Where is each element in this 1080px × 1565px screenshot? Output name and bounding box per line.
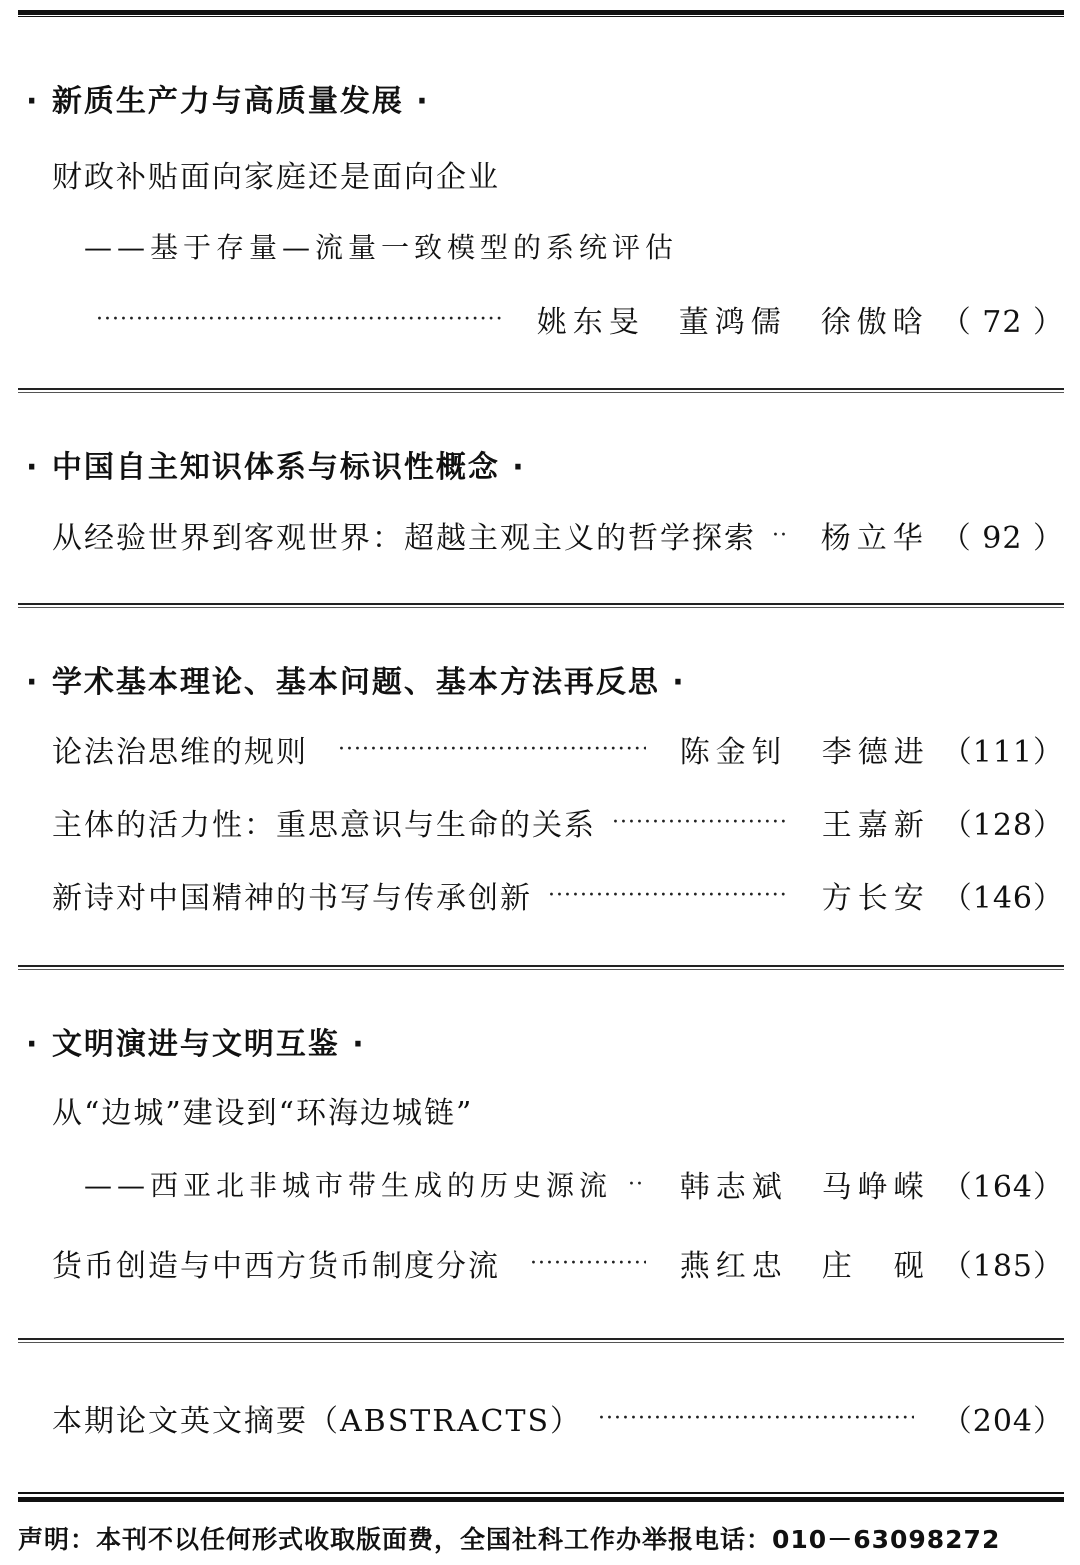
article-title: 货币创造与中西方货币制度分流 — [52, 1249, 500, 1284]
page-number: （ 72 ） — [940, 305, 1064, 340]
section-divider — [18, 388, 1064, 393]
toc-entry-subtitle[interactable] — [84, 1164, 1064, 1204]
page-number: （146） — [941, 881, 1064, 916]
toc-entry-author-line[interactable] — [96, 299, 1064, 339]
article-title: 从经验世界到客观世界：超越主观主义的哲学探索 — [52, 521, 756, 556]
article-title: 从“边城”建设到“环海边城链” — [52, 1096, 474, 1131]
author: 徐傲晗 — [820, 305, 929, 340]
author: 姚东旻 — [536, 305, 645, 340]
page-number: （204） — [941, 1404, 1064, 1439]
leader-dots — [530, 1251, 646, 1276]
author: 马峥嵘 — [821, 1170, 930, 1205]
author: 董鸿儒 — [678, 305, 787, 340]
section-divider — [18, 965, 1064, 970]
author: 燕红忠 — [679, 1249, 788, 1284]
author: 李德进 — [821, 735, 930, 770]
toc-entry-subtitle[interactable] — [84, 226, 1064, 266]
section-heading: · 中国自主知识体系与标识性概念 · — [26, 450, 526, 485]
leader-dots — [628, 1172, 646, 1197]
section-heading: · 新质生产力与高质量发展 · — [26, 84, 430, 119]
article-title: 财政补贴面向家庭还是面向企业 — [52, 160, 500, 195]
section-divider — [18, 603, 1064, 608]
author: 陈金钊 — [679, 735, 788, 770]
leader-dots — [548, 883, 788, 908]
author: 庄 砚 — [821, 1249, 930, 1284]
author: 韩志斌 — [679, 1170, 788, 1205]
page-number: （128） — [941, 808, 1064, 843]
article-subtitle: ——基于存量—流量一致模型的系统评估 — [84, 231, 679, 264]
footer-statement: 声明：本刊不以任何形式收取版面费，全国社科工作办举报电话：010－63098272 — [18, 1525, 1001, 1554]
top-rule — [18, 10, 1064, 17]
article-title: 主体的活力性：重思意识与生命的关系 — [52, 808, 596, 843]
toc-entry[interactable] — [52, 875, 1064, 915]
author: 方长安 — [821, 881, 930, 916]
leader-dots — [96, 307, 503, 332]
toc-entry[interactable] — [52, 1243, 1064, 1283]
leader-dots — [772, 523, 787, 548]
section-heading: · 学术基本理论、基本问题、基本方法再反思 · — [26, 665, 686, 700]
article-title: 论法治思维的规则 — [52, 735, 308, 770]
toc-entry[interactable] — [52, 729, 1064, 769]
abstracts-title: 本期论文英文摘要（ABSTRACTS） — [52, 1404, 583, 1439]
toc-entry-title[interactable] — [52, 1090, 1064, 1130]
author: 杨立华 — [820, 521, 929, 556]
leader-dots — [612, 810, 788, 835]
article-title: 新诗对中国精神的书写与传承创新 — [52, 881, 532, 916]
author: 王嘉新 — [821, 808, 930, 843]
leader-dots — [338, 737, 646, 762]
bottom-rule — [18, 1492, 1064, 1502]
page-number: （ 92 ） — [940, 521, 1064, 556]
toc-entry-abstracts[interactable] — [52, 1398, 1064, 1438]
toc-entry[interactable] — [52, 515, 1064, 555]
page-number: （185） — [941, 1249, 1064, 1284]
toc-entry-title[interactable] — [52, 154, 1064, 194]
article-subtitle: ——西亚北非城市带生成的历史源流 — [84, 1169, 613, 1202]
page-number: （164） — [941, 1170, 1064, 1205]
section-heading: · 文明演进与文明互鉴 · — [26, 1027, 366, 1062]
page-number: （111） — [941, 735, 1064, 770]
section-divider — [18, 1338, 1064, 1343]
toc-entry[interactable] — [52, 802, 1064, 842]
leader-dots — [598, 1406, 914, 1431]
